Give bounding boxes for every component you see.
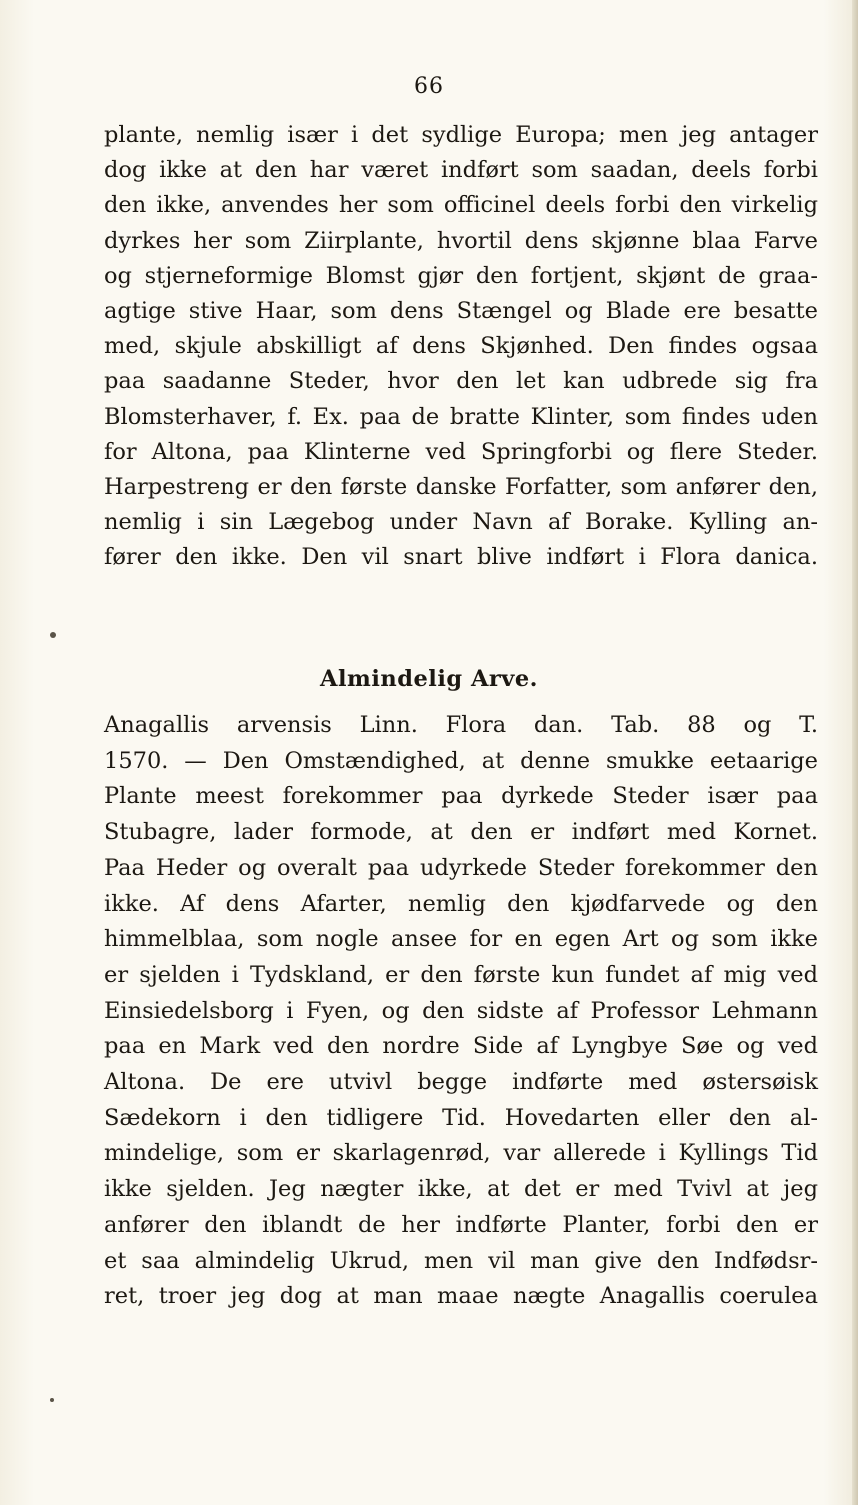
text-line: Harpestreng er den første danske Forfatter, som anfører den,: [104, 474, 818, 500]
text-line: ikke sjelden. Jeg nægter ikke, at det er med Tvivl at jeg: [104, 1176, 818, 1203]
text-line: paa en Mark ved den nordre Side af Lyngbye Søe og ved: [104, 1033, 818, 1060]
text-line: agtige stive Haar, som dens Stængel og Blade ere besatte: [104, 298, 818, 324]
margin-speck: [50, 1398, 54, 1402]
text-line: ret, troer jeg dog at man maae nægte Anagallis coerulea: [104, 1283, 818, 1310]
text-line: dog ikke at den har været indført som saadan, deels forbi: [104, 157, 818, 184]
text-line: et saa almindelig Ukrud, men vil man give den Indfødsr-: [104, 1247, 818, 1274]
text-line: dyrkes her som Ziirplante, hvortil dens skjønne blaa Farve: [104, 227, 818, 254]
text-line: og stjerneformige Blomst gjør den fortjent, skjønt de graa-: [104, 262, 818, 289]
text-line: paa saadanne Steder, hvor den let kan udbrede sig fra: [104, 368, 818, 395]
text-line: fører den ikke. Den vil snart blive indført i Flora danica.: [104, 544, 818, 571]
text-line: ikke. Af dens Afarter, nemlig den kjødfarvede og den: [104, 890, 818, 917]
text-line: er sjelden i Tydskland, er den første kun fundet af mig ved: [104, 961, 818, 988]
text-line: Plante meest forekommer paa dyrkede Steder især paa: [104, 783, 818, 810]
section-heading: Almindelig Arve.: [320, 666, 538, 692]
text-line: plante, nemlig især i det sydlige Europa; men jeg antager: [104, 122, 818, 148]
text-line: Anagallis arvensis Linn. Flora dan. Tab. 88 og T.: [104, 712, 818, 738]
text-line: Stubagre, lader formode, at den er indført med Kornet.: [104, 819, 818, 846]
text-line: himmelblaa, som nogle ansee for en egen Art og som ikke: [104, 926, 818, 953]
text-line: 1570. — Den Omstændighed, at denne smukke eetaarige: [104, 747, 818, 774]
page-edge-shadow: [852, 0, 858, 1505]
text-line: Paa Heder og overalt paa udyrkede Steder forekommer den: [104, 854, 818, 881]
text-line: Sædekorn i den tidligere Tid. Hovedarten eller den al-: [104, 1104, 818, 1131]
text-line: med, skjule abskilligt af dens Skjønhed. Den findes ogsaa: [104, 333, 818, 360]
text-line: nemlig i sin Lægebog under Navn af Borake. Kylling an-: [104, 509, 818, 536]
text-line: Altona. De ere utvivl begge indførte med østersøisk: [104, 1069, 818, 1095]
text-line: Einsiedelsborg i Fyen, og den sidste af Professor Lehmann: [104, 997, 818, 1024]
page-number: 66: [414, 74, 444, 99]
margin-speck: [50, 632, 56, 638]
text-line: Blomsterhaver, f. Ex. paa de bratte Klinter, som findes uden: [104, 403, 818, 430]
text-line: for Altona, paa Klinterne ved Springforbi og flere Steder.: [104, 438, 818, 465]
text-line: anfører den iblandt de her indførte Planter, forbi den er: [104, 1211, 818, 1238]
text-line: den ikke, anvendes her som officinel deels forbi den virkelig: [104, 192, 818, 219]
text-line: mindelige, som er skarlagenrød, var allerede i Kyllings Tid: [104, 1140, 818, 1167]
